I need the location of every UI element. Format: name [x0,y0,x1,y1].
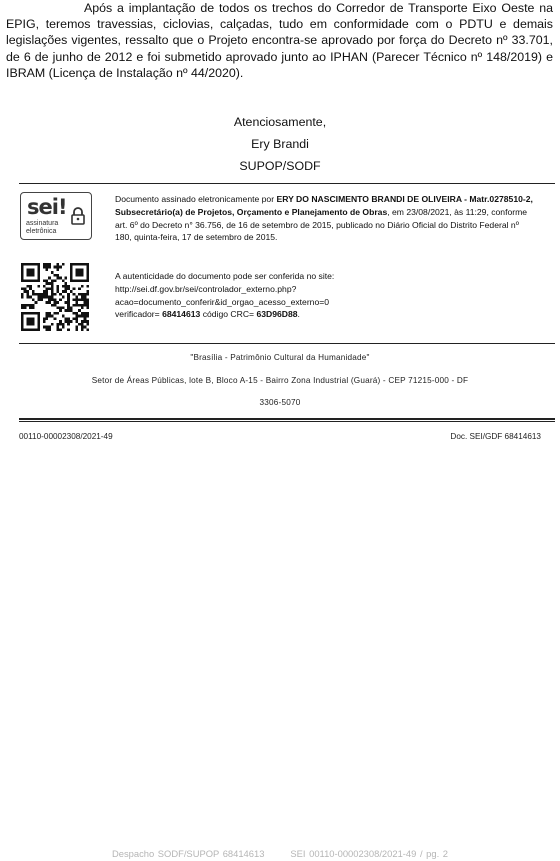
sei-logo-text: sei! [27,195,67,219]
process-number: 00110-00002308/2021-49 [19,432,113,441]
signature-info: Documento assinado eletronicamente por ERY DO NASCIMENTO BRANDI DE OLIVEIRA - Matr.0278510-2, Subsecretário(a) de Projetos, Orçamento e Planejamento de Obras, em 23/08/2021, às 11:29, conforme art. 6º do Decreto n° 36.756, de 16 de setembro de 2015, publicado no Diário Oficial do Distrito Federal nº 180, quinta-feira, 17 de setembro de 2015. [115,194,533,243]
page-doc-label: Despacho SODF/SUPOP 68414613 [111,848,265,859]
divider [19,421,555,422]
footer-motto: "Brasília - Patrimônio Cultural da Humanidade" [190,353,370,362]
verifier-code: 68414613 [162,309,201,320]
sei-seal-subtitle: assinatura eletrônica [26,220,59,235]
divider [19,183,555,184]
page-footer-info [0,848,560,859]
crc-code: 63D96D88 [256,309,298,320]
signer-full-name: ERY DO NASCIMENTO BRANDI DE OLIVEIRA - Matr.0278510-2, Subsecretário(a) de Projetos, Orçamento e Planejamento de Obras [115,194,533,217]
body-paragraph: Após a implantação de todos os trechos do Corredor de Transporte Eixo Oeste na EPIG, teremos travessias, ciclovias, calçadas, tudo em conformidade com o PDTU e demais legislações vigentes, ressalto que o Projeto encontra-se aprovado por força do Decreto nº 33.701, de 6 de junho de 2012 e foi submetido aprovado junto ao IPHAN (Parecer Técnico nº 148/2019) e IBRAM (Licença de Instalação nº 44/2020). [6,1,553,80]
authenticity-info: A autenticidade do documento pode ser conferida no site: http://sei.df.gov.br/sei/controlador_externo.php? acao=documento_conferir&id_orgao_acesso_externo=0 verificador= 68414613 código CRC= 63D96D88. [115,270,535,321]
footer-address: Setor de Áreas Públicas, lote B, Bloco A-15 - Bairro Zona Industrial (Guará) - CEP 71215-000 - DF [91,376,469,385]
lock-icon [70,207,86,225]
doc-reference: Doc. SEI/GDF 68414613 [450,432,541,441]
verification-url[interactable]: http://sei.df.gov.br/sei/controlador_externo.php? [115,283,297,294]
divider [19,418,555,420]
footer-phone: 3306-5070 [259,398,301,407]
signer-department: SUPOP/SODF [239,159,321,173]
page-sei-label: SEI 00110-00002308/2021-49 / pg. 2 [290,848,449,859]
closing-text: Atenciosamente, [233,115,327,129]
sei-seal-logo [20,192,92,240]
divider [19,343,555,344]
qr-code [21,263,89,331]
signer-name: Ery Brandi [251,137,309,151]
